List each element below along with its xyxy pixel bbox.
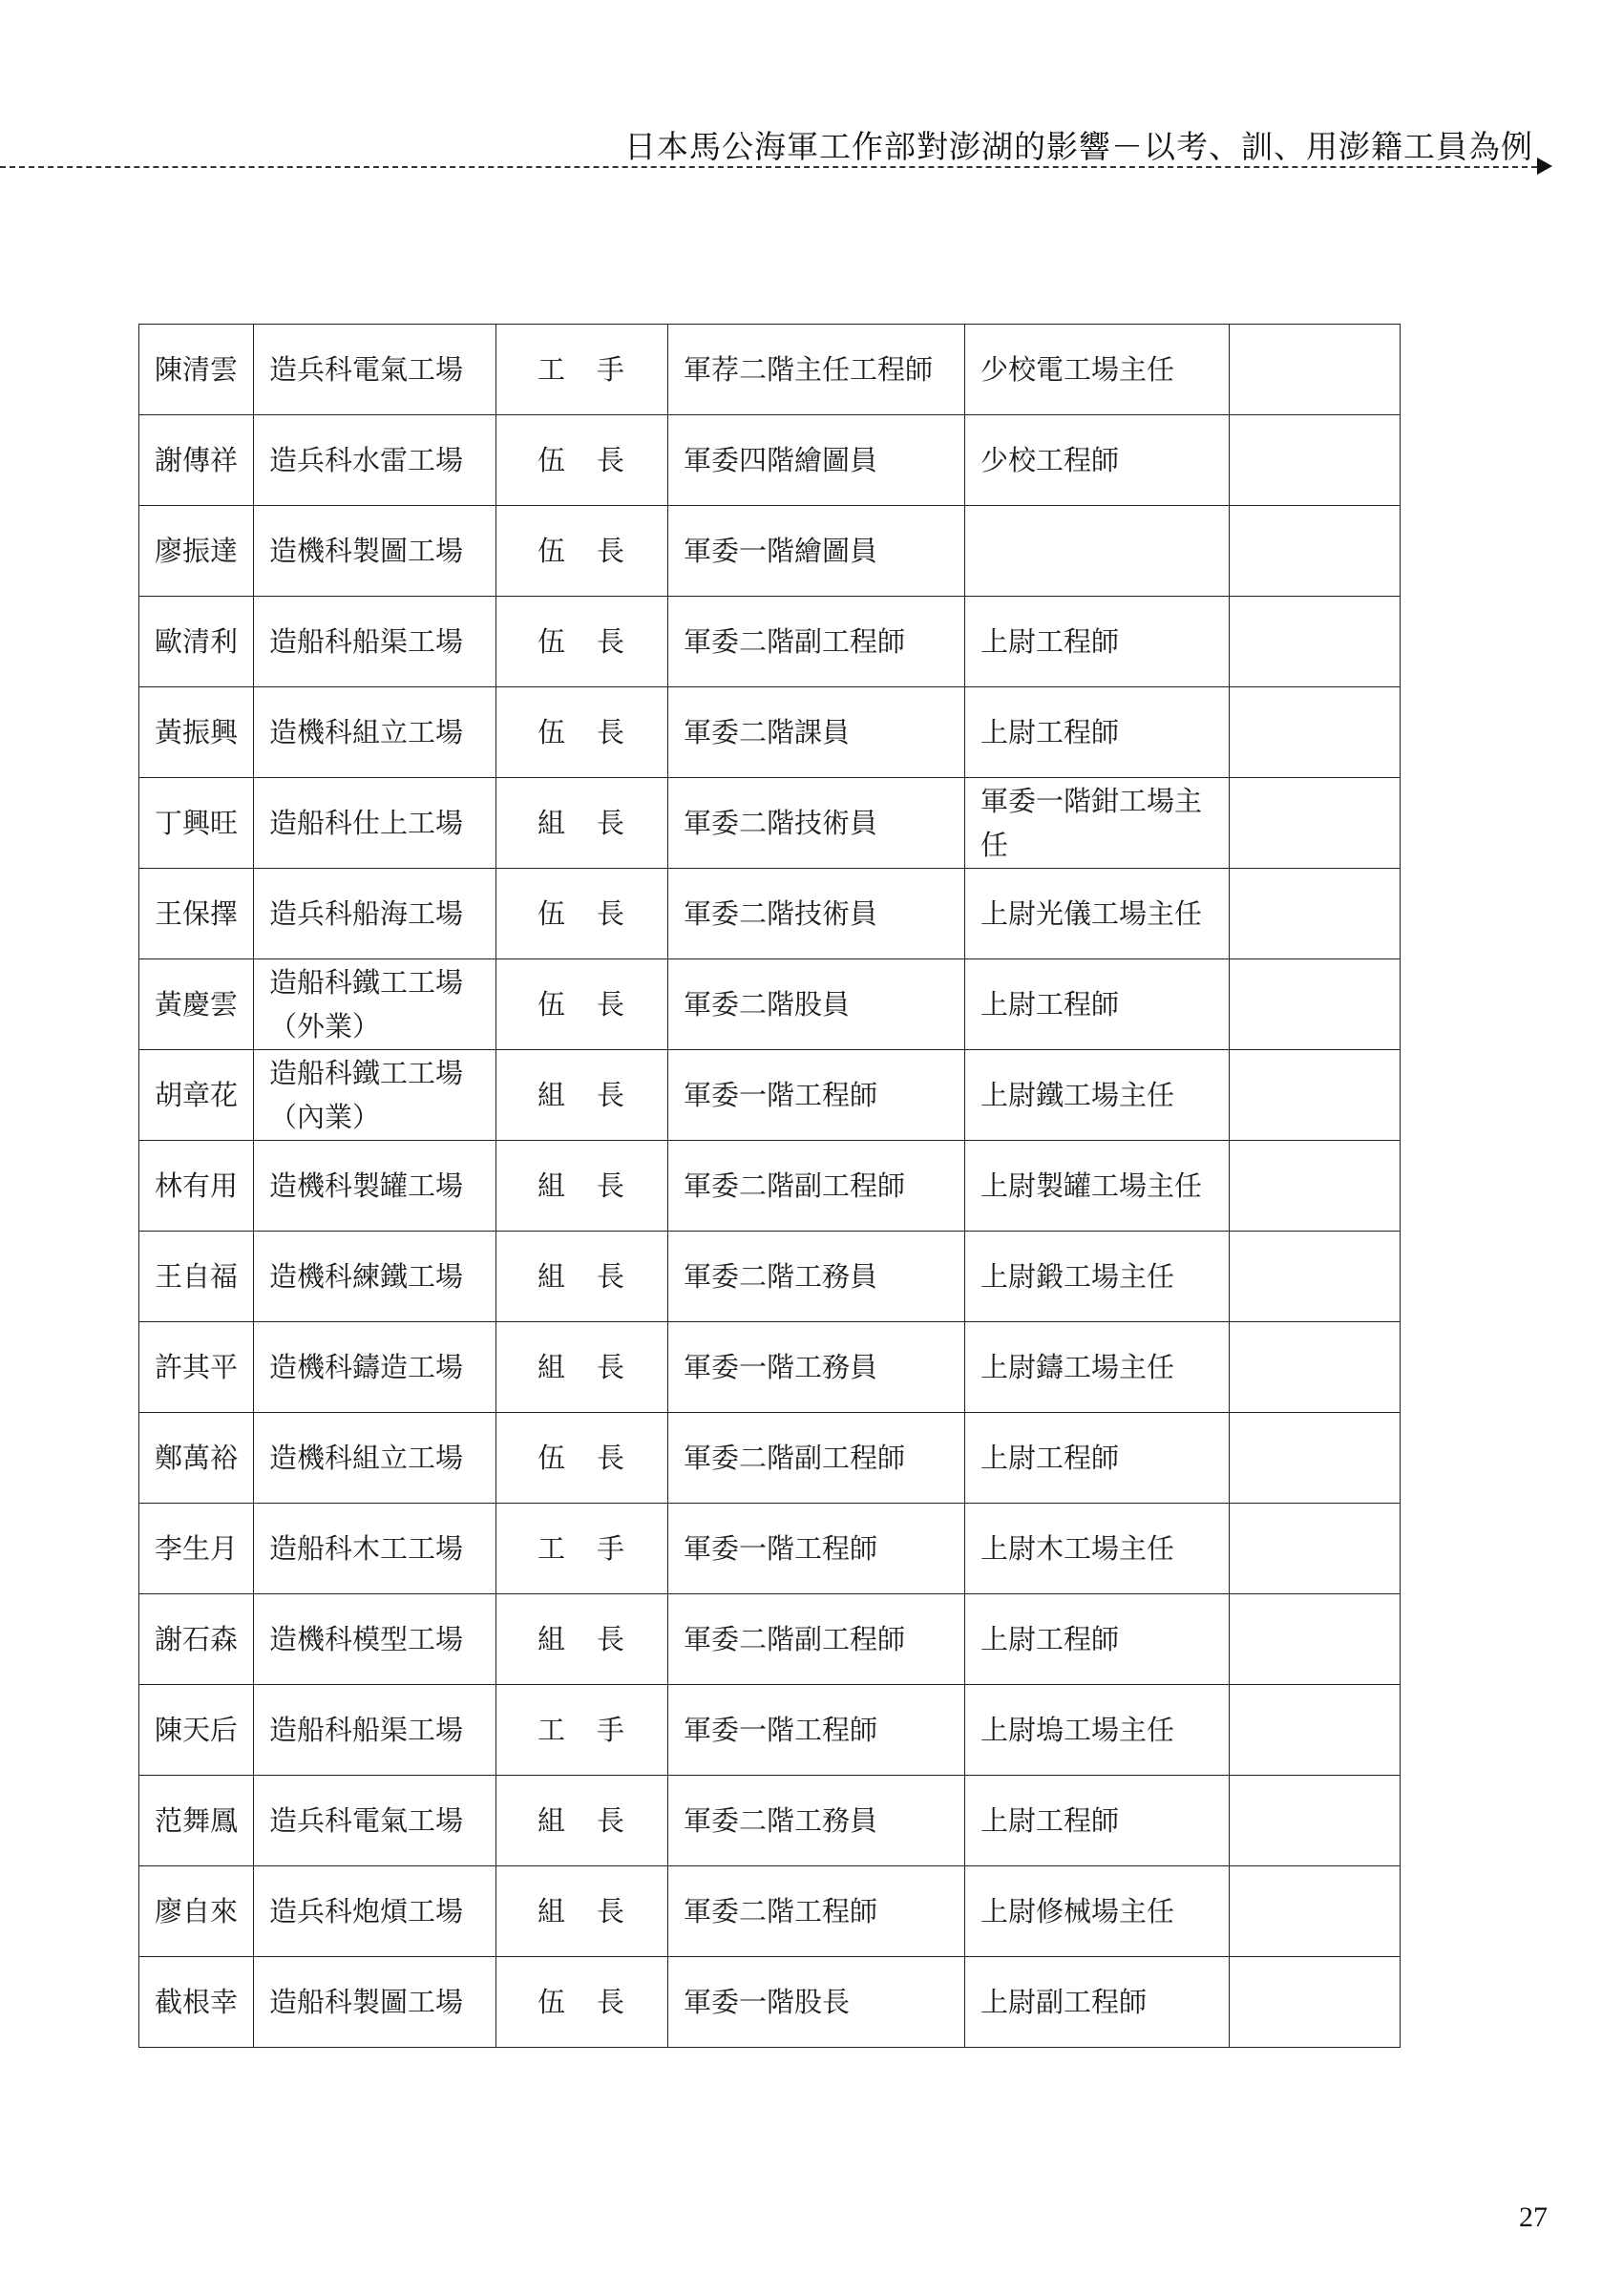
cell-name: 鄭萬裕 xyxy=(139,1413,254,1504)
cell-rank: 伍 長 xyxy=(496,687,668,778)
cell-rank: 組 長 xyxy=(496,1776,668,1866)
cell-remarks xyxy=(1230,597,1401,687)
cell-name: 林有用 xyxy=(139,1141,254,1232)
cell-rank: 組 長 xyxy=(496,1866,668,1957)
cell-remarks xyxy=(1230,1685,1401,1776)
cell-military-rank: 上尉工程師 xyxy=(965,1413,1230,1504)
cell-military-rank: 上尉製罐工場主任 xyxy=(965,1141,1230,1232)
table-row xyxy=(139,1322,1401,1413)
cell-rank: 工 手 xyxy=(496,1685,668,1776)
table-row xyxy=(139,415,1401,506)
cell-rank: 組 長 xyxy=(496,778,668,869)
cell-workshop: 造兵科船海工場 xyxy=(254,869,496,959)
cell-remarks xyxy=(1230,1232,1401,1322)
cell-military-rank: 上尉木工場主任 xyxy=(965,1504,1230,1594)
cell-later-position: 軍委二階技術員 xyxy=(668,869,965,959)
table-row xyxy=(139,506,1401,597)
cell-remarks xyxy=(1230,1322,1401,1413)
personnel-table-body xyxy=(139,325,1401,2048)
cell-workshop: 造船科製圖工場 xyxy=(254,1957,496,2048)
cell-rank: 工 手 xyxy=(496,325,668,415)
cell-military-rank: 少校工程師 xyxy=(965,415,1230,506)
table-row xyxy=(139,959,1401,1050)
cell-workshop: 造機科鑄造工場 xyxy=(254,1322,496,1413)
cell-military-rank: 上尉副工程師 xyxy=(965,1957,1230,2048)
cell-name: 王保擇 xyxy=(139,869,254,959)
cell-later-position: 軍委一階繪圖員 xyxy=(668,506,965,597)
cell-rank: 伍 長 xyxy=(496,959,668,1050)
cell-military-rank: 軍委一階鉗工場主任 xyxy=(965,778,1230,869)
cell-military-rank xyxy=(965,506,1230,597)
cell-military-rank: 上尉工程師 xyxy=(965,597,1230,687)
cell-later-position: 軍委一階工程師 xyxy=(668,1050,965,1141)
cell-workshop: 造船科船渠工場 xyxy=(254,597,496,687)
table-row xyxy=(139,1050,1401,1141)
cell-workshop: 造兵科炮熕工場 xyxy=(254,1866,496,1957)
cell-name: 許其平 xyxy=(139,1322,254,1413)
table-row xyxy=(139,778,1401,869)
cell-military-rank: 上尉塢工場主任 xyxy=(965,1685,1230,1776)
table-row xyxy=(139,1141,1401,1232)
cell-later-position: 軍委四階繪圖員 xyxy=(668,415,965,506)
page-number: 27 xyxy=(1519,2201,1548,2233)
table-row xyxy=(139,597,1401,687)
table-row xyxy=(139,869,1401,959)
cell-name: 陳天后 xyxy=(139,1685,254,1776)
cell-remarks xyxy=(1230,506,1401,597)
header-dashed-rule xyxy=(0,166,1537,168)
cell-workshop: 造船科木工工場 xyxy=(254,1504,496,1594)
cell-name: 胡章花 xyxy=(139,1050,254,1141)
cell-remarks xyxy=(1230,687,1401,778)
cell-workshop: 造船科仕上工場 xyxy=(254,778,496,869)
cell-workshop: 造機科製罐工場 xyxy=(254,1141,496,1232)
cell-remarks xyxy=(1230,325,1401,415)
table-row xyxy=(139,1594,1401,1685)
cell-military-rank: 上尉工程師 xyxy=(965,959,1230,1050)
cell-military-rank: 少校電工場主任 xyxy=(965,325,1230,415)
cell-remarks xyxy=(1230,1050,1401,1141)
cell-workshop: 造兵科水雷工場 xyxy=(254,415,496,506)
cell-workshop: 造船科鐵工工場（內業） xyxy=(254,1050,496,1141)
cell-name: 謝石森 xyxy=(139,1594,254,1685)
cell-remarks xyxy=(1230,1957,1401,2048)
cell-military-rank: 上尉鑄工場主任 xyxy=(965,1322,1230,1413)
cell-military-rank: 上尉修械場主任 xyxy=(965,1866,1230,1957)
cell-rank: 組 長 xyxy=(496,1322,668,1413)
cell-workshop: 造兵科電氣工場 xyxy=(254,325,496,415)
cell-name: 丁興旺 xyxy=(139,778,254,869)
cell-later-position: 軍委二階副工程師 xyxy=(668,1141,965,1232)
table-row xyxy=(139,687,1401,778)
cell-workshop: 造機科模型工場 xyxy=(254,1594,496,1685)
cell-later-position: 軍委一階工程師 xyxy=(668,1504,965,1594)
table-row xyxy=(139,1866,1401,1957)
cell-later-position: 軍荐二階主任工程師 xyxy=(668,325,965,415)
cell-remarks xyxy=(1230,778,1401,869)
table-row xyxy=(139,1685,1401,1776)
cell-workshop: 造機科練鐵工場 xyxy=(254,1232,496,1322)
cell-remarks xyxy=(1230,1776,1401,1866)
cell-rank: 伍 長 xyxy=(496,597,668,687)
cell-name: 黃振興 xyxy=(139,687,254,778)
running-header-title: 日本馬公海軍工作部對澎湖的影響－以考、訓、用澎籍工員為例 xyxy=(624,128,1533,165)
cell-workshop: 造機科組立工場 xyxy=(254,1413,496,1504)
table-row xyxy=(139,325,1401,415)
cell-later-position: 軍委二階工務員 xyxy=(668,1232,965,1322)
cell-rank: 伍 長 xyxy=(496,415,668,506)
cell-later-position: 軍委二階工務員 xyxy=(668,1776,965,1866)
table-row xyxy=(139,1776,1401,1866)
cell-name: 謝傳祥 xyxy=(139,415,254,506)
cell-remarks xyxy=(1230,415,1401,506)
cell-rank: 伍 長 xyxy=(496,1957,668,2048)
cell-military-rank: 上尉工程師 xyxy=(965,1594,1230,1685)
cell-workshop: 造船科船渠工場 xyxy=(254,1685,496,1776)
cell-military-rank: 上尉工程師 xyxy=(965,687,1230,778)
cell-rank: 組 長 xyxy=(496,1141,668,1232)
cell-name: 廖振達 xyxy=(139,506,254,597)
cell-rank: 伍 長 xyxy=(496,506,668,597)
cell-name: 黃慶雲 xyxy=(139,959,254,1050)
cell-military-rank: 上尉鐵工場主任 xyxy=(965,1050,1230,1141)
cell-name: 范舞鳳 xyxy=(139,1776,254,1866)
table-row xyxy=(139,1232,1401,1322)
cell-military-rank: 上尉鍛工場主任 xyxy=(965,1232,1230,1322)
cell-rank: 組 長 xyxy=(496,1232,668,1322)
cell-later-position: 軍委二階副工程師 xyxy=(668,597,965,687)
cell-remarks xyxy=(1230,1594,1401,1685)
cell-remarks xyxy=(1230,1504,1401,1594)
cell-remarks xyxy=(1230,1413,1401,1504)
cell-remarks xyxy=(1230,869,1401,959)
cell-name: 王自福 xyxy=(139,1232,254,1322)
cell-rank: 伍 長 xyxy=(496,869,668,959)
table-row xyxy=(139,1504,1401,1594)
cell-name: 陳清雲 xyxy=(139,325,254,415)
cell-military-rank: 上尉工程師 xyxy=(965,1776,1230,1866)
cell-later-position: 軍委二階副工程師 xyxy=(668,1594,965,1685)
cell-name: 截根幸 xyxy=(139,1957,254,2048)
cell-later-position: 軍委二階課員 xyxy=(668,687,965,778)
personnel-table xyxy=(138,324,1401,2048)
cell-workshop: 造兵科電氣工場 xyxy=(254,1776,496,1866)
cell-rank: 組 長 xyxy=(496,1050,668,1141)
cell-workshop: 造船科鐵工工場（外業） xyxy=(254,959,496,1050)
cell-later-position: 軍委一階工務員 xyxy=(668,1322,965,1413)
cell-later-position: 軍委二階技術員 xyxy=(668,778,965,869)
cell-remarks xyxy=(1230,1141,1401,1232)
cell-later-position: 軍委一階股長 xyxy=(668,1957,965,2048)
cell-later-position: 軍委二階副工程師 xyxy=(668,1413,965,1504)
cell-remarks xyxy=(1230,959,1401,1050)
cell-rank: 工 手 xyxy=(496,1504,668,1594)
cell-rank: 組 長 xyxy=(496,1594,668,1685)
cell-later-position: 軍委二階工程師 xyxy=(668,1866,965,1957)
cell-workshop: 造機科製圖工場 xyxy=(254,506,496,597)
cell-remarks xyxy=(1230,1866,1401,1957)
cell-name: 李生月 xyxy=(139,1504,254,1594)
cell-rank: 伍 長 xyxy=(496,1413,668,1504)
cell-name: 廖自來 xyxy=(139,1866,254,1957)
cell-name: 歐清利 xyxy=(139,597,254,687)
cell-workshop: 造機科組立工場 xyxy=(254,687,496,778)
table-row xyxy=(139,1413,1401,1504)
cell-military-rank: 上尉光儀工場主任 xyxy=(965,869,1230,959)
arrow-right-icon xyxy=(1537,158,1552,175)
cell-later-position: 軍委二階股員 xyxy=(668,959,965,1050)
table-row xyxy=(139,1957,1401,2048)
cell-later-position: 軍委一階工程師 xyxy=(668,1685,965,1776)
